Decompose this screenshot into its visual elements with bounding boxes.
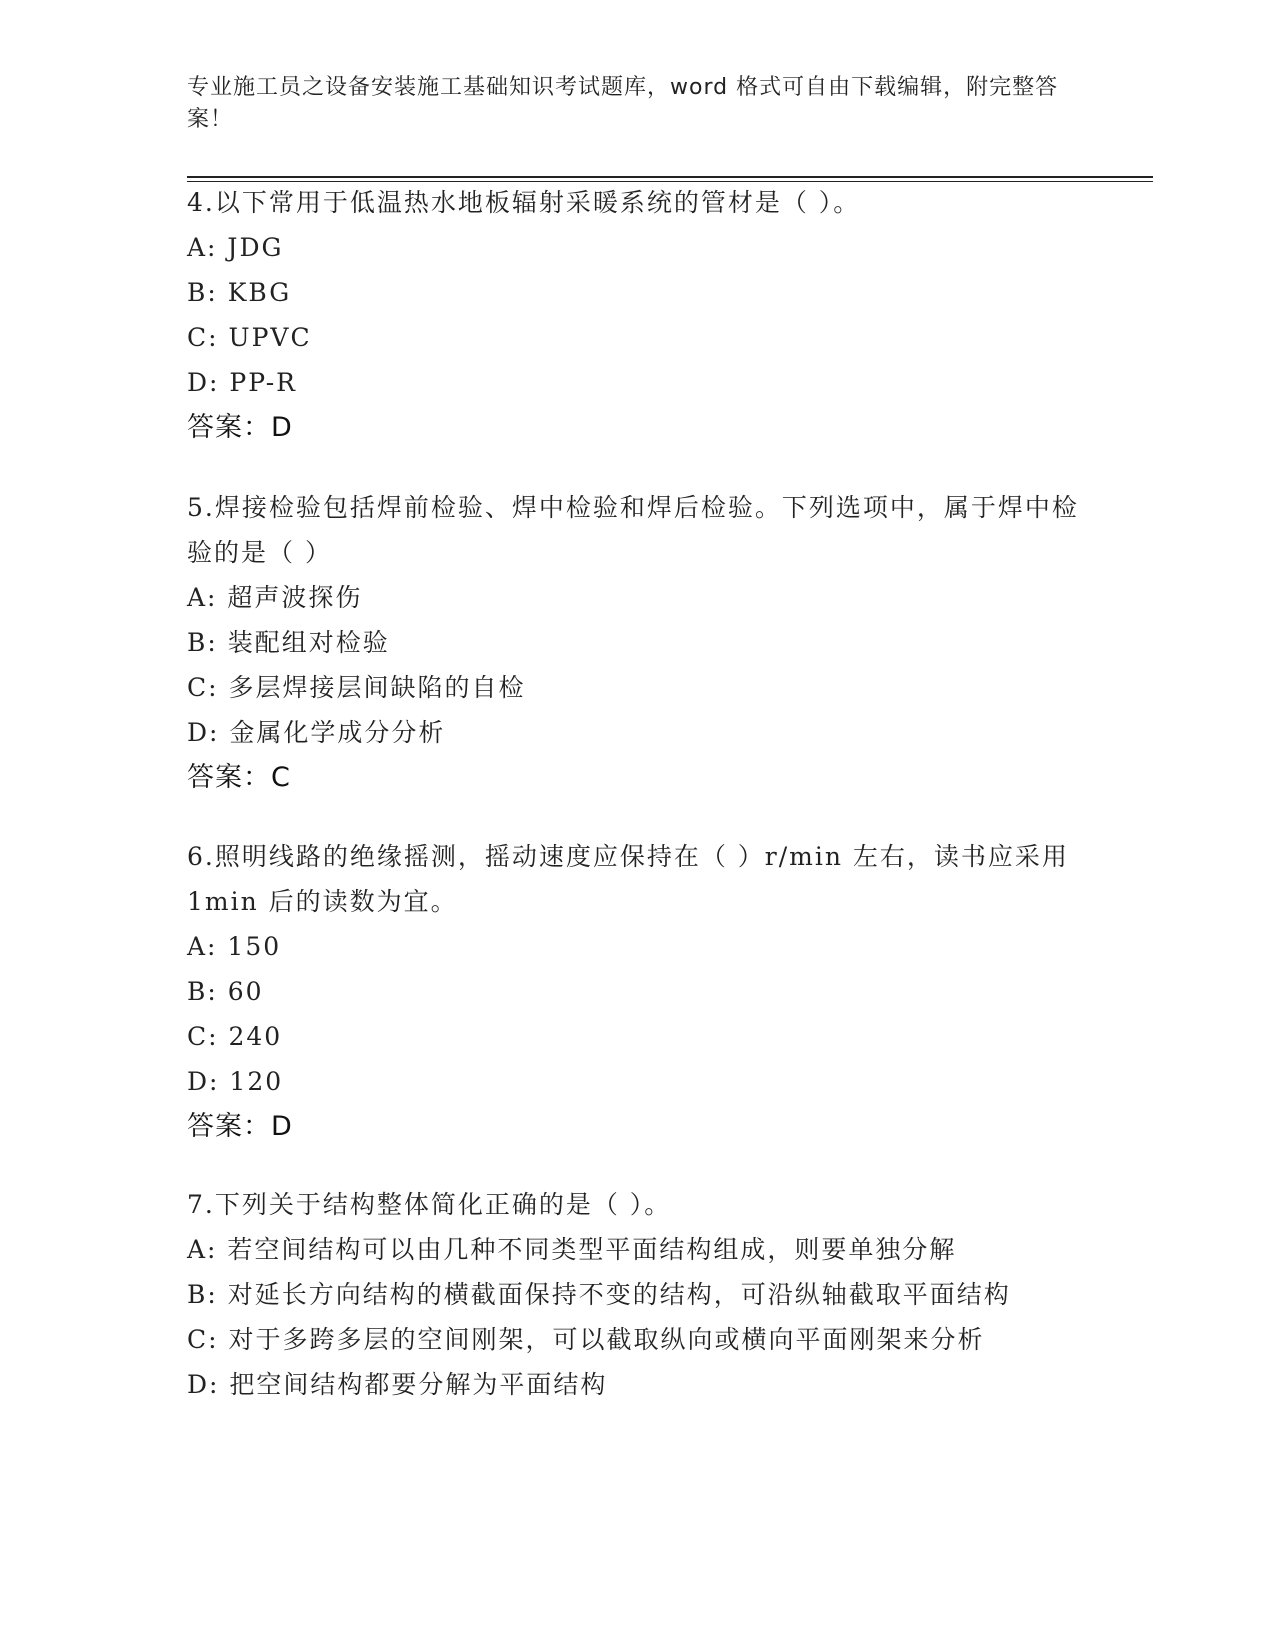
question-stem: 6.照明线路的绝缘摇测，摇动速度应保持在（ ）r/min 左右，读书应采用 1min 后的读数为宜。 (187, 842, 1069, 916)
option-b: B: 对延长方向结构的横截面保持不变的结构，可沿纵轴截取平面结构 (187, 1280, 1011, 1309)
option-a: A: 超声波探伤 (187, 583, 363, 612)
option-d: D: 120 (187, 1067, 284, 1096)
answer-label: 答案：C (187, 762, 291, 793)
option-c: C: UPVC (187, 323, 312, 352)
option-a: A: JDG (187, 233, 284, 262)
question-stem: 4.以下常用于低温热水地板辐射采暖系统的管材是（ ）。 (187, 188, 861, 217)
option-b: B: 60 (187, 977, 264, 1006)
answer-label: 答案：D (187, 1111, 293, 1142)
question-4 (187, 180, 1087, 450)
option-c: C: 多层焊接层间缺陷的自检 (187, 673, 526, 702)
header-divider-thick (187, 176, 1153, 178)
question-stem: 5.焊接检验包括焊前检验、焊中检验和焊后检验。下列选项中，属于焊中检验的是（ ） (187, 493, 1079, 567)
option-d: D: 把空间结构都要分解为平面结构 (187, 1370, 608, 1399)
option-a: A: 若空间结构可以由几种不同类型平面结构组成，则要单独分解 (187, 1235, 957, 1264)
option-c: C: 240 (187, 1022, 283, 1051)
document-header: 专业施工员之设备安装施工基础知识考试题库，word 格式可自由下载编辑，附完整答案！ (187, 75, 1059, 132)
option-a: A: 150 (187, 932, 282, 961)
question-5 (187, 485, 1087, 800)
answer-label: 答案：D (187, 412, 293, 443)
question-stem: 7.下列关于结构整体简化正确的是（ ）。 (187, 1190, 672, 1219)
option-d: D: 金属化学成分分析 (187, 718, 446, 747)
question-7 (187, 1182, 1147, 1407)
option-b: B: KBG (187, 278, 292, 307)
option-c: C: 对于多跨多层的空间刚架，可以截取纵向或横向平面刚架来分析 (187, 1325, 985, 1354)
option-b: B: 装配组对检验 (187, 628, 390, 657)
option-d: D: PP-R (187, 368, 297, 397)
question-6 (187, 834, 1087, 1149)
